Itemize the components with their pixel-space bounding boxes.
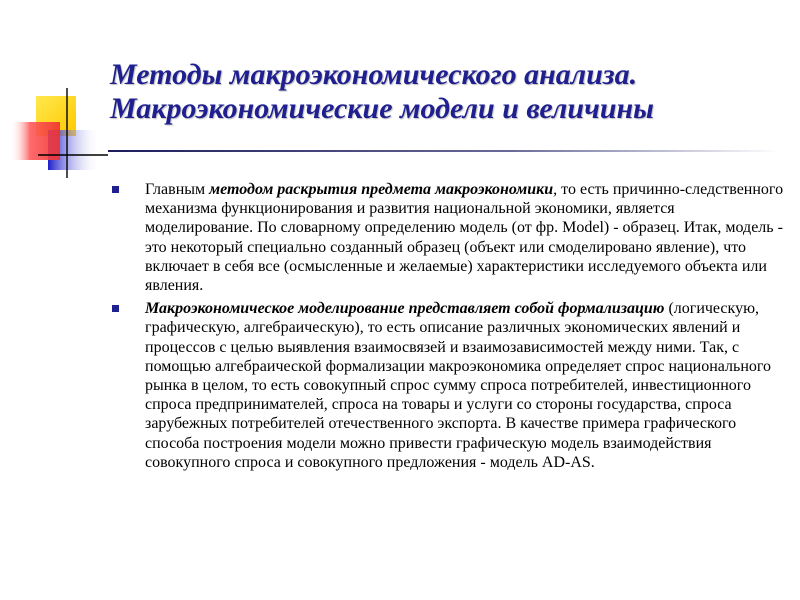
square-bullet-icon: [112, 186, 119, 193]
slide-body: [112, 180, 784, 476]
slide-title-line-2: Макроэкономические модели и величины: [110, 92, 654, 125]
square-bullet-icon: [112, 305, 119, 312]
paragraph-1-post: , то есть причинно-следственного механизма функционирования и развития национальной экономики, является моделирование. По словарному определению модель (от фр. Model) - образец. Итак, модель - это некоторый специально созданный образец (объект или смоделировано явление), что включает в себя все (осмысленные и желаемые) характеристики исследуемого объекта или явления.: [145, 181, 784, 295]
paragraph-2-emphasis: Макроэкономическое моделирование представляет собой формализацию: [145, 300, 665, 318]
paragraph-1-emphasis: методом раскрытия предмета макроэкономики: [209, 181, 554, 198]
slide-title: [110, 58, 780, 126]
bullet-paragraph-1: [112, 180, 784, 295]
slide-title-line-1: Методы макроэкономического анализа.: [110, 58, 638, 91]
paragraph-1-pre: Главным: [145, 181, 210, 198]
bullet-paragraph-2: [112, 299, 784, 472]
paragraph-2-post: (логическую, графическую, алгебраическую), то есть описание различных экономических явлений и процессов с целью выявления взаимосвязей и взаимозависимостей между ними. Так, с помощью алгебраической формализации макроэкономика определяет спрос национального рынка в целом, то есть совокупный спрос сумму спроса потребителей, инвестиционного спроса предпринимателей, спроса на товары и услуги со стороны государства, спроса зарубежных потребителей отечественного экспорта. В качестве примера графического способа построения модели можно привести графическую модель взаимодействия совокупного спроса и совокупного предложения - модель AD-AS.: [145, 300, 772, 471]
title-underline: [108, 150, 780, 152]
